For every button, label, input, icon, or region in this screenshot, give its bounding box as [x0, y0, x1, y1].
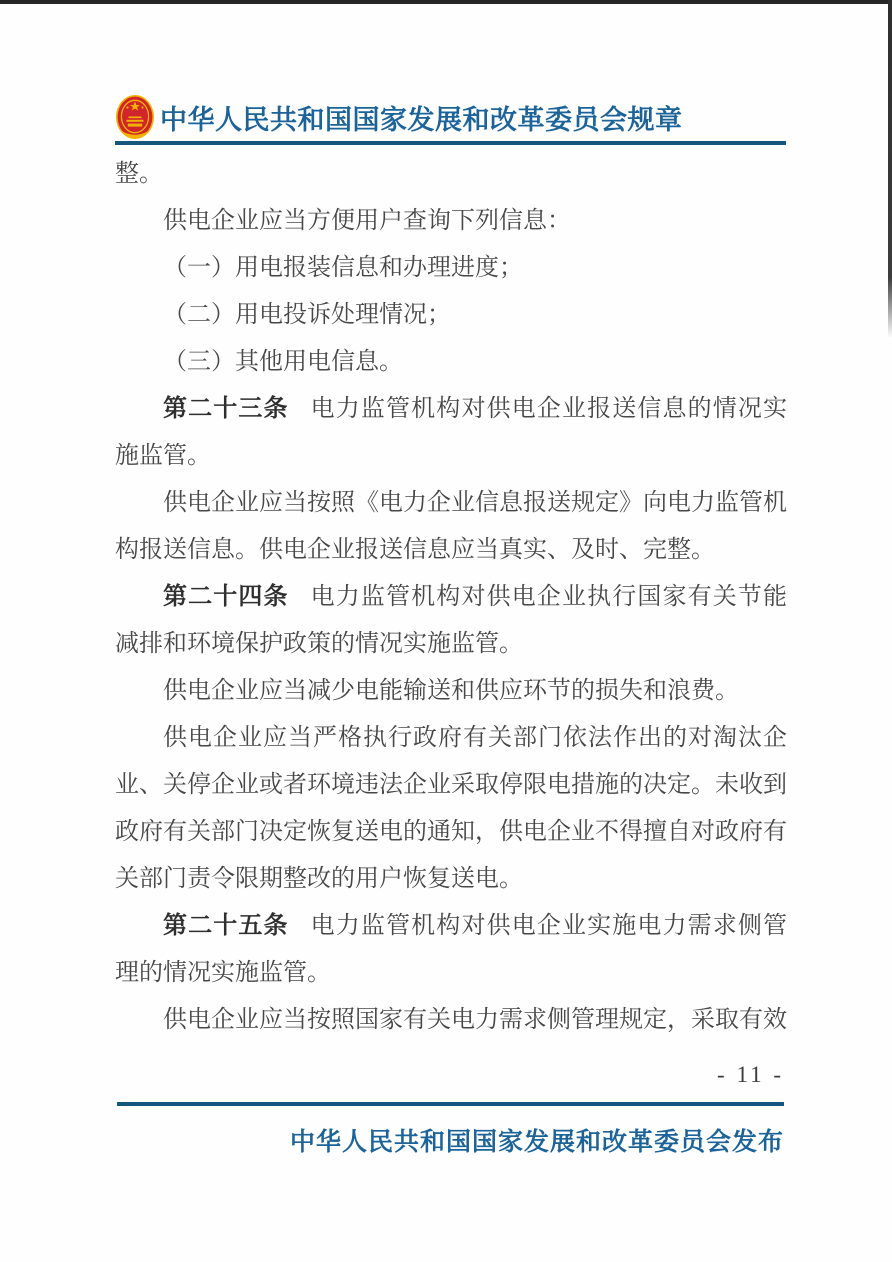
body-line — [115, 386, 787, 433]
body-line — [115, 339, 787, 386]
footer-publisher: 中华人民共和国国家发展和改革委员会发布 — [289, 1128, 784, 1156]
paragraph — [115, 386, 787, 480]
document-body — [115, 151, 787, 1044]
body-line — [115, 527, 787, 574]
body-line — [115, 574, 787, 621]
footer-rule — [117, 1102, 784, 1106]
paragraph — [115, 245, 787, 292]
body-line-text: 供电企业应当严格执行政府有关部门依法作出的对淘汰企 — [163, 725, 787, 751]
body-line — [115, 151, 787, 198]
body-line — [115, 809, 787, 856]
paragraph — [115, 574, 787, 668]
body-line-text: 供电企业应当减少电能输送和供应环节的损失和浪费。 — [163, 678, 739, 704]
paragraph — [115, 668, 787, 715]
paragraph — [115, 715, 787, 903]
page-header — [115, 93, 786, 141]
header-title: 中华人民共和国国家发展和改革委员会规章 — [160, 104, 683, 135]
body-line-text: 电力监管机构对供电企业实施电力需求侧管 — [310, 913, 788, 939]
body-line — [115, 903, 787, 950]
body-line-text: 供电企业应当按照《电力企业信息报送规定》向电力监管机 — [163, 490, 787, 516]
body-line — [115, 762, 787, 809]
body-line-text: 电力监管机构对供电企业报送信息的情况实 — [310, 396, 788, 422]
article-number: 第二十五条 — [163, 913, 289, 939]
body-line-text: 供电企业应当按照国家有关电力需求侧管理规定，采取有效 — [163, 1007, 787, 1033]
scan-top-edge — [0, 0, 892, 4]
paragraph — [115, 151, 787, 198]
body-line — [115, 292, 787, 339]
body-line — [115, 621, 787, 668]
body-line — [115, 997, 787, 1044]
body-line-text: 业、关停企业或者环境违法企业采取停限电措施的决定。未收到 — [115, 772, 787, 798]
body-line-text: （三）其他用电信息。 — [163, 349, 403, 375]
body-line — [115, 245, 787, 292]
article-number: 第二十三条 — [163, 396, 289, 422]
body-line-text: （一）用电报装信息和办理进度； — [163, 255, 523, 281]
paragraph — [115, 997, 787, 1044]
body-line — [115, 668, 787, 715]
paragraph — [115, 903, 787, 997]
body-line — [115, 480, 787, 527]
paragraph — [115, 339, 787, 386]
paragraph — [115, 480, 787, 574]
paragraph — [115, 292, 787, 339]
body-line — [115, 715, 787, 762]
scan-right-edge — [888, 0, 892, 338]
body-line-text: 减排和环境保护政策的情况实施监管。 — [115, 631, 523, 657]
body-line — [115, 856, 787, 903]
body-line-text: 供电企业应当方便用户查询下列信息： — [163, 208, 571, 234]
body-line-text: 理的情况实施监管。 — [115, 960, 331, 986]
body-line-text: 施监管。 — [115, 443, 211, 469]
china-national-emblem-icon — [115, 94, 155, 140]
body-line-text: 政府有关部门决定恢复送电的通知，供电企业不得擅自对政府有 — [115, 819, 787, 845]
body-line — [115, 950, 787, 997]
body-line-text: （二）用电投诉处理情况； — [163, 302, 451, 328]
paragraph — [115, 198, 787, 245]
body-line-text: 构报送信息。供电企业报送信息应当真实、及时、完整。 — [115, 537, 715, 563]
header-rule — [115, 141, 786, 145]
body-line — [115, 433, 787, 480]
body-line-text: 整。 — [115, 161, 163, 187]
body-line-text: 关部门责令限期整改的用户恢复送电。 — [115, 866, 523, 892]
body-line-text: 电力监管机构对供电企业执行国家有关节能 — [310, 584, 788, 610]
article-number: 第二十四条 — [163, 584, 289, 610]
body-line — [115, 198, 787, 245]
page-number: - 11 - — [717, 1062, 784, 1087]
